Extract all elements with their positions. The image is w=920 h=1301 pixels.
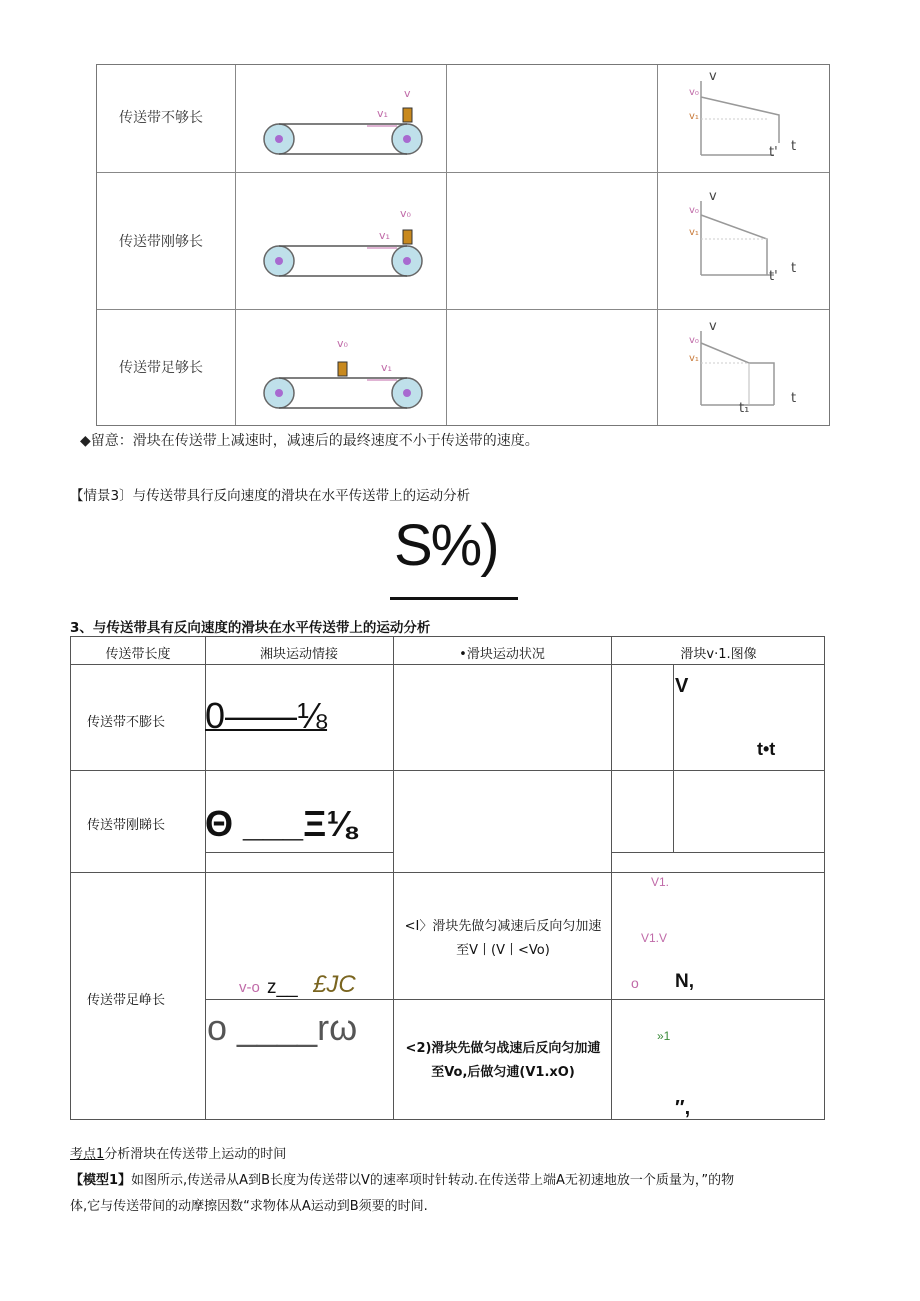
velocity-label: v₀	[337, 337, 348, 350]
model1-line1	[70, 1168, 840, 1194]
col-divider	[393, 637, 394, 1119]
graph1-v1v: V1.V	[641, 931, 668, 945]
graph-t-tick: t'	[769, 269, 778, 284]
kaodian-line	[70, 1142, 830, 1168]
sketch-short: 0——⅛	[205, 695, 328, 736]
sketch-long-b: o ____rω	[207, 1007, 358, 1048]
graph-t: t	[791, 391, 797, 406]
row-label: 传送带足够长	[119, 360, 203, 376]
sketch-long-a-right: £JC	[313, 971, 356, 998]
case-2-text: <2)滑块先做匀战速后反向匀加逋至Vo,后做匀逋(V1.xO)	[405, 1041, 601, 1080]
section-title: 3、与传送带具有反向速度的滑块在水平传送带上的运动分析	[70, 620, 431, 636]
graph-t: t	[791, 261, 797, 276]
header-length: 传送带长度	[105, 647, 171, 662]
graph-t: t	[791, 139, 797, 154]
sketch-exact: Θ ___Ξ⅛	[205, 803, 357, 844]
case-1-text: <I〉滑块先做匀减速后反向匀加速至V丨(V丨<Vo)	[404, 919, 602, 958]
col-divider	[673, 664, 674, 852]
row-divider	[205, 999, 824, 1000]
graph-v-label: V	[675, 675, 689, 697]
graph-t-tick: t₁	[739, 401, 750, 416]
scenario-title: 【情景3〕与传送带具行反向速度的滑块在水平传送带上的运动分析	[70, 488, 471, 504]
graph-v0: v₀	[689, 87, 699, 98]
sketch-long-a-mid: z__	[267, 977, 298, 998]
row-divider	[71, 664, 824, 665]
row-label-long: 传送带足峥长	[87, 993, 166, 1008]
analysis-table	[70, 636, 825, 1120]
graph-t-tick: t'	[769, 145, 778, 160]
row-divider	[97, 172, 829, 173]
graph-v1: v₁	[689, 111, 699, 122]
graph-v0: v₀	[689, 205, 699, 216]
row-divider	[205, 852, 393, 853]
graph1-n: N,	[675, 971, 694, 992]
graph1-v1: V1.	[651, 875, 670, 889]
row-label: 传送带不够长	[119, 110, 203, 126]
kaodian-label: 考点1	[70, 1147, 105, 1162]
col-divider	[611, 637, 612, 1119]
garbled-formula: S%)	[394, 513, 498, 578]
axis-v-label: v	[709, 69, 717, 84]
row-label-exact: 传送带刚睇长	[87, 818, 166, 833]
graph-v1: v₁	[689, 227, 699, 238]
graph1-origin: o	[631, 975, 639, 991]
formula-underline	[390, 597, 518, 600]
header-motion-sketch: 湘块运动情接	[259, 647, 338, 662]
row-divider	[611, 852, 824, 853]
model1-text-1: 如图所示,传送帚从A到B长度为传送带以V的速率项时针转动.在传送带上端A无初速地放一个质量为，”的物	[131, 1173, 735, 1188]
top-table	[96, 64, 830, 426]
row-divider	[71, 770, 824, 771]
velocity-label: v₁	[377, 107, 388, 120]
kaodian-text: 分析滑块在传送带上运动的时间	[104, 1147, 287, 1162]
axis-v-label: v	[709, 189, 717, 204]
model1-text-2: 体,它与传送带间的动摩擦因数“求物体从A运动到B须要的时间.	[70, 1199, 428, 1214]
sketch-long-a-left: v-o	[239, 979, 260, 996]
graph-v1: v₁	[689, 353, 699, 364]
row-label: 传送带刚够长	[119, 234, 203, 250]
graph2-one: »1	[657, 1029, 671, 1043]
graph-v0: v₀	[689, 335, 699, 346]
graph-t-label: t•t	[757, 739, 776, 759]
header-motion-state: •滑块运动状况	[459, 647, 545, 662]
velocity-label: v₁	[381, 361, 392, 374]
note-text: ◆留意：滑块在传送带上减速时，减速后的最终速度不小于传送带的速度。	[80, 433, 539, 449]
row-label-short: 传送带不膨长	[87, 715, 166, 730]
col-divider	[657, 65, 658, 425]
velocity-label: v₁	[379, 229, 390, 242]
row-divider	[97, 309, 829, 310]
row-divider	[71, 872, 824, 873]
axis-v-label: v	[709, 319, 717, 334]
velocity-label: v	[404, 87, 411, 100]
col-divider	[446, 65, 447, 425]
col-divider	[235, 65, 236, 425]
model1-label: 【模型1】	[70, 1173, 132, 1188]
velocity-label: v₀	[400, 207, 411, 220]
graph2-mark: ″,	[675, 1097, 691, 1119]
header-vt-graph: 滑块v·1.图像	[680, 647, 757, 662]
